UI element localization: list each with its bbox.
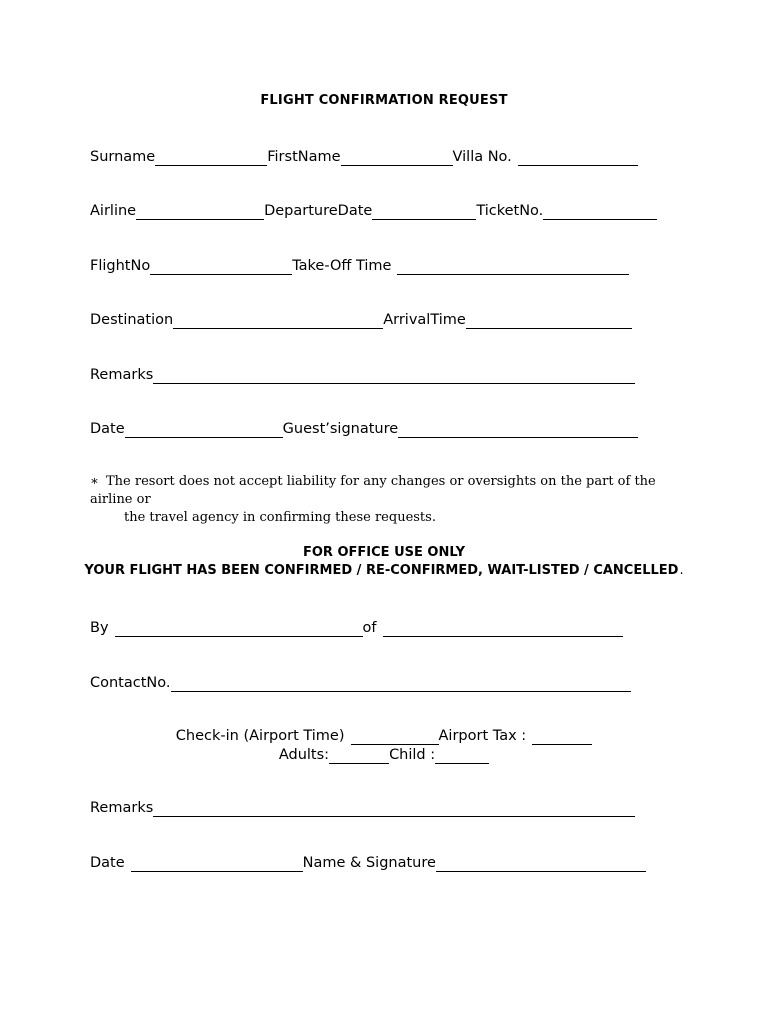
check-in-field[interactable]: [351, 729, 439, 745]
row-by-of: [90, 617, 623, 637]
contact-no-field[interactable]: [171, 676, 631, 692]
flight-no-label: FlightNo: [90, 258, 151, 274]
liability-note: [90, 473, 690, 527]
ticket-no-field[interactable]: [543, 204, 657, 220]
by-label: By: [90, 620, 109, 636]
row-adults-child: [0, 744, 768, 764]
adults-label: Adults:: [278, 747, 330, 763]
row-name-villa: [90, 146, 638, 166]
destination-field[interactable]: [173, 313, 383, 329]
row-contact: [90, 672, 631, 692]
airport-tax-label: Airport Tax :: [438, 728, 527, 744]
first-name-field[interactable]: [341, 150, 453, 166]
office-date-field[interactable]: [131, 856, 303, 872]
name-signature-label: Name & Signature: [302, 855, 436, 871]
remarks-field[interactable]: [153, 368, 635, 384]
arrival-time-label: ArrivalTime: [383, 312, 466, 328]
arrival-time-field[interactable]: [466, 313, 632, 329]
flight-status-text: YOUR FLIGHT HAS BEEN CONFIRMED / RE-CONFIRMED, WAIT-LISTED / CANCELLED: [84, 563, 679, 578]
asterisk-icon: ∗: [90, 474, 99, 489]
office-remarks-label: Remarks: [90, 800, 154, 816]
flight-status-period: .: [679, 563, 684, 578]
remarks-label: Remarks: [90, 367, 154, 383]
row-destination: [90, 309, 632, 329]
row-remarks: [90, 364, 635, 384]
take-off-time-field[interactable]: [397, 259, 629, 275]
office-remarks-field[interactable]: [153, 801, 635, 817]
villa-no-field[interactable]: [518, 150, 638, 166]
note-line-2: the travel agency in confirming these requests.: [124, 510, 436, 525]
departure-date-label: DepartureDate: [264, 203, 373, 219]
guest-signature-field[interactable]: [398, 422, 638, 438]
date-field[interactable]: [125, 422, 283, 438]
name-signature-field[interactable]: [436, 856, 646, 872]
of-field[interactable]: [383, 621, 623, 637]
airline-label: Airline: [90, 203, 137, 219]
villa-no-label: Villa No.: [452, 149, 512, 165]
row-flight: [90, 255, 629, 275]
departure-date-field[interactable]: [372, 204, 476, 220]
form-title: FLIGHT CONFIRMATION REQUEST: [260, 93, 508, 108]
office-date-label: Date: [90, 855, 125, 871]
note-line-1: The resort does not accept liability for any changes or oversights on the part of the airline or: [90, 474, 656, 507]
take-off-time-label: Take-Off Time: [292, 258, 392, 274]
airline-field[interactable]: [136, 204, 264, 220]
row-checkin-tax: [0, 725, 768, 745]
ticket-no-label: TicketNo.: [476, 203, 544, 219]
contact-no-label: ContactNo.: [90, 675, 171, 691]
row-airline: [90, 200, 657, 220]
child-field[interactable]: [435, 748, 489, 764]
of-label: of: [362, 620, 377, 636]
surname-field[interactable]: [155, 150, 267, 166]
date-label: Date: [90, 421, 125, 437]
row-office-date-signature: [90, 852, 646, 872]
row-office-remarks: [90, 797, 635, 817]
office-use-title: FOR OFFICE USE ONLY: [303, 545, 465, 560]
flight-status-line: [0, 562, 768, 580]
adults-field[interactable]: [329, 748, 389, 764]
by-field[interactable]: [115, 621, 363, 637]
row-date-signature: [90, 418, 638, 438]
office-use-heading: [0, 544, 768, 580]
check-in-label: Check-in (Airport Time): [175, 728, 345, 744]
child-label: Child :: [389, 747, 436, 763]
guest-signature-label: Guest’signature: [282, 421, 399, 437]
flight-no-field[interactable]: [150, 259, 292, 275]
first-name-label: FirstName: [267, 149, 341, 165]
surname-label: Surname: [90, 149, 156, 165]
destination-label: Destination: [90, 312, 174, 328]
airport-tax-field[interactable]: [532, 729, 592, 745]
